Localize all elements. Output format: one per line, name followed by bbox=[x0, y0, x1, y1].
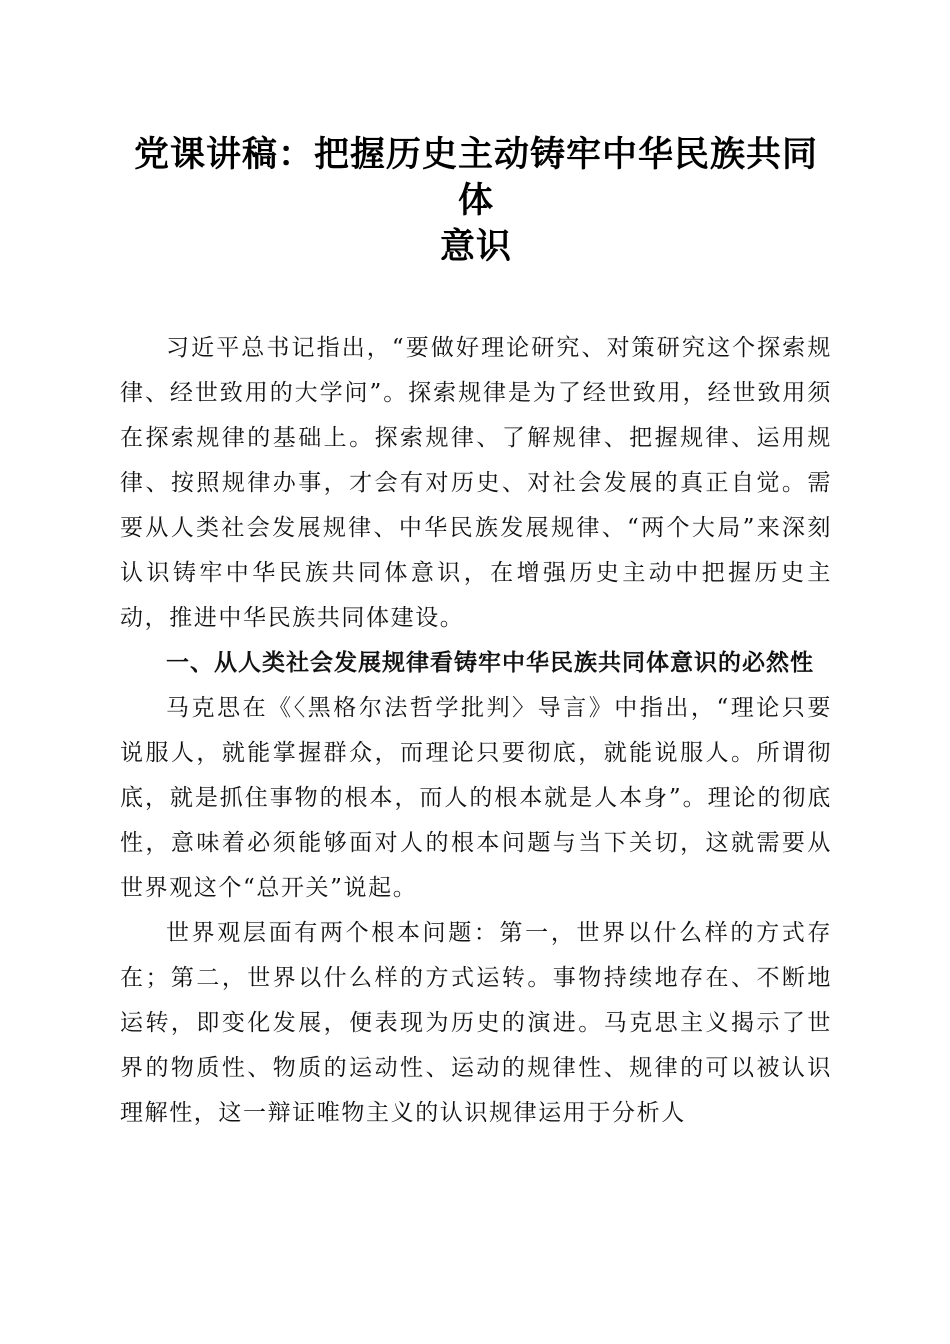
body-paragraph: 马克思在《〈黑格尔法哲学批判〉导言》中指出，“理论只要说服人，就能掌握群众，而理论只要彻底，就能说服人。所谓彻底，就是抓住事物的根本，而人的根本就是人本身”。理论的彻底性，意味着必须能够面对人的根本问题与当下关切，这就需要从世界观这个“总开关”说起。 bbox=[120, 695, 832, 901]
document-title bbox=[120, 132, 832, 270]
title-line-2: 意识 bbox=[439, 226, 512, 267]
document-page bbox=[120, 132, 832, 1136]
section-heading: 一、从人类社会发展规律看铸牢中华民族共同体意识的必然性 bbox=[166, 650, 814, 676]
document-body bbox=[120, 326, 832, 1136]
body-paragraph: 世界观层面有两个根本问题：第一，世界以什么样的方式存在；第二，世界以什么样的方式运转。事物持续地存在、不断地运转，即变化发展，便表现为历史的演进。马克思主义揭示了世界的物质性、物质的运动性、运动的规律性、规律的可以被认识理解性，这一辩证唯物主义的认识规律运用于分析人 bbox=[120, 920, 832, 1126]
title-line-1: 党课讲稿：把握历史主动铸牢中华民族共同体 bbox=[133, 134, 818, 221]
intro-paragraph: 习近平总书记指出，“要做好理论研究、对策研究这个探索规律、经世致用的大学问”。探索规律是为了经世致用，经世致用须在探索规律的基础上。探索规律、了解规律、把握规律、运用规律、按照规律办事，才会有对历史、对社会发展的真正自觉。需要从人类社会发展规律、中华民族发展规律、“两个大局”来深刻认识铸牢中华民族共同体意识，在增强历史主动中把握历史主动，推进中华民族共同体建设。 bbox=[120, 335, 832, 631]
